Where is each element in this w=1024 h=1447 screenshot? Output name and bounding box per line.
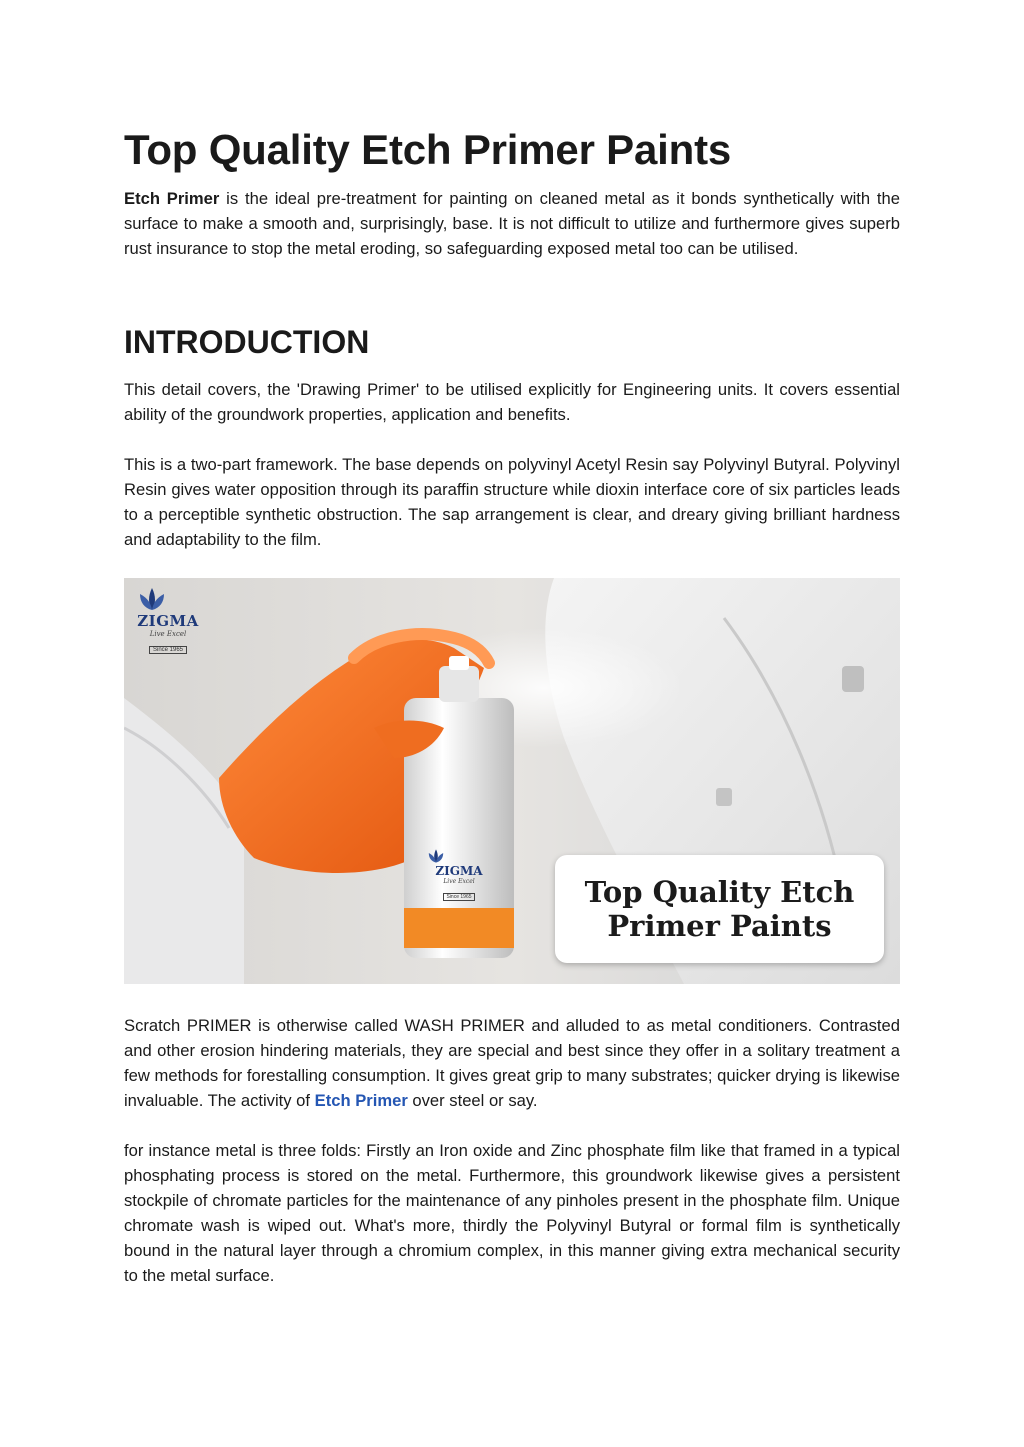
can-logo-since: Since 1965: [443, 893, 474, 901]
page-title: Top Quality Etch Primer Paints: [124, 126, 732, 173]
logo-since: Since 1965: [149, 646, 187, 654]
body-paragraph-1: [124, 1013, 900, 1113]
lead-bold-term: Etch Primer: [124, 189, 220, 208]
introduction-paragraph-1: This detail covers, the 'Drawing Primer' to be utilised explicitly for Engineering units. It covers essential ability of the groundwork properties, application and benefits.: [124, 380, 900, 424]
can-logo-tagline: Live Excel: [443, 878, 475, 885]
logo-name: ZIGMA: [137, 612, 199, 630]
can-logo: [424, 848, 494, 903]
logo-tagline: Live Excel: [149, 630, 187, 638]
introduction-paragraph-2: This is a two-part framework. The base depends on polyvinyl Acetyl Resin say Polyvinyl Butyral. Polyvinyl Resin gives water opposition through its paraffin structure while dioxin interface core of six particles leads to a perceptible synthetic obstruction. The sap arrangement is clear, and dreary giving brilliant hardness and adaptability to the film.: [124, 455, 900, 549]
body-paragraph-2: for instance metal is three folds: Firstly an Iron oxide and Zinc phosphate film like that framed in a typical phosphating process is stored on the metal. Furthermore, this groundwork likewise gives a persistent stockpile of chromate particles for the maintenance of any pinholes present in the phosphate film. Unique chromate wash is wiped out. What's more, thirdly the Polyvinyl Butyral or formal film is synthetically bound in the natural layer through a chromium complex, in this manner giving extra mechanical security to the metal surface.: [124, 1141, 900, 1285]
banner-line-1: Top Quality Etch: [584, 875, 855, 909]
lead-paragraph: [124, 186, 900, 261]
introduction-heading: INTRODUCTION: [124, 324, 370, 360]
body-paragraph-1-text: Scratch PRIMER is otherwise called WASH PRIMER and alluded to as metal conditioners. Contrasted and other erosion hindering materials, they are special and best since they offer in a solitary treatment a few methods for forestalling consumption. It gives great grip to many substrates; quicker drying is likewise invaluable. The activity of: [124, 1016, 900, 1110]
etch-primer-link[interactable]: Etch Primer: [314, 1091, 408, 1110]
body-paragraph-1-end: over steel or say.: [407, 1091, 538, 1110]
zigma-logo: [132, 586, 204, 660]
lotus-icon: [132, 586, 172, 612]
lead-text: is the ideal pre-treatment for painting on cleaned metal as it bonds synthetically with the surface to make a smooth and, surprisingly, base. It is not difficult to utilize and furthermore gives superb rust insurance to stop the metal eroding, so safeguarding exposed metal too can be utilised.: [124, 189, 900, 258]
banner-line-2: Primer Paints: [607, 909, 832, 943]
product-photo: [124, 578, 900, 984]
can-logo-name: ZIGMA: [435, 864, 483, 878]
photo-banner: [555, 855, 884, 963]
can-lotus-icon: [424, 848, 448, 864]
